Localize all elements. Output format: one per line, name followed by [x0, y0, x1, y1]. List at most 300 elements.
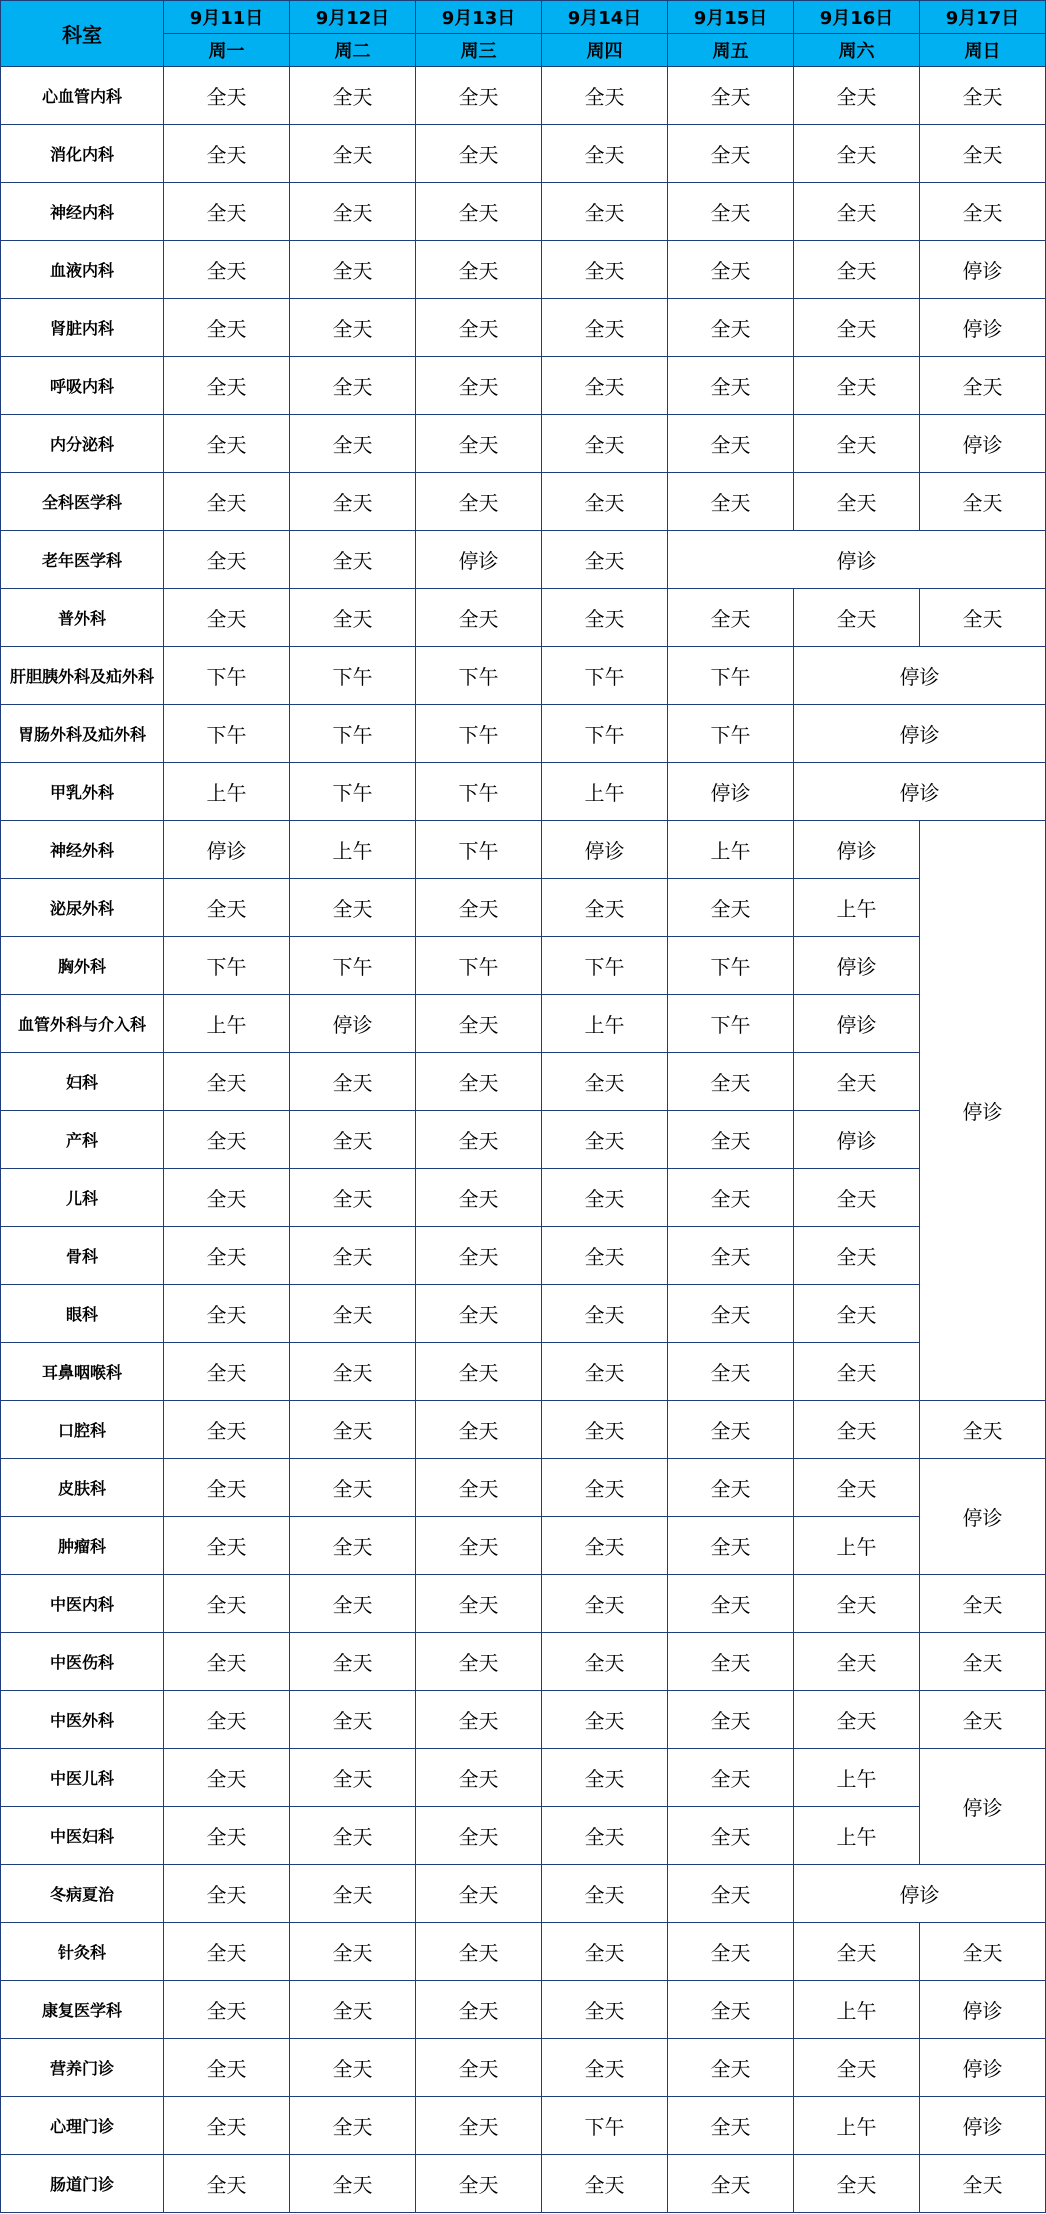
schedule-cell: 全天	[290, 1285, 416, 1343]
schedule-cell: 全天	[164, 473, 290, 531]
schedule-cell: 全天	[920, 1401, 1046, 1459]
schedule-cell: 停诊	[920, 2097, 1046, 2155]
schedule-cell: 全天	[668, 1575, 794, 1633]
schedule-cell: 全天	[164, 1517, 290, 1575]
schedule-cell: 全天	[542, 125, 668, 183]
schedule-cell: 全天	[668, 1691, 794, 1749]
date-header: 9月14日	[542, 1, 668, 34]
schedule-cell: 全天	[164, 183, 290, 241]
schedule-cell: 全天	[164, 1633, 290, 1691]
schedule-row	[1, 2039, 1046, 2097]
schedule-cell: 全天	[668, 1285, 794, 1343]
schedule-cell: 下午	[416, 705, 542, 763]
schedule-cell: 全天	[542, 67, 668, 125]
schedule-cell: 全天	[164, 1111, 290, 1169]
schedule-cell: 上午	[542, 763, 668, 821]
schedule-cell: 全天	[668, 183, 794, 241]
schedule-cell: 停诊	[794, 1111, 920, 1169]
schedule-cell: 全天	[290, 1227, 416, 1285]
schedule-row	[1, 1691, 1046, 1749]
schedule-cell: 全天	[920, 2155, 1046, 2213]
date-header: 9月12日	[290, 1, 416, 34]
schedule-row	[1, 647, 1046, 705]
schedule-cell: 全天	[542, 1749, 668, 1807]
schedule-cell: 全天	[794, 1691, 920, 1749]
dept-name: 口腔科	[1, 1401, 164, 1459]
dept-name: 神经内科	[1, 183, 164, 241]
schedule-cell: 全天	[668, 1517, 794, 1575]
schedule-cell: 全天	[164, 879, 290, 937]
schedule-cell: 全天	[164, 1691, 290, 1749]
dept-name: 中医儿科	[1, 1749, 164, 1807]
schedule-cell: 全天	[794, 183, 920, 241]
schedule-cell: 全天	[290, 357, 416, 415]
schedule-cell: 全天	[794, 1343, 920, 1401]
schedule-cell: 全天	[542, 1865, 668, 1923]
schedule-cell: 全天	[416, 2097, 542, 2155]
schedule-cell-merged: 停诊	[794, 1865, 1046, 1923]
schedule-row	[1, 1807, 1046, 1865]
schedule-cell: 上午	[668, 821, 794, 879]
schedule-cell: 停诊	[794, 821, 920, 879]
schedule-cell: 全天	[164, 1053, 290, 1111]
dept-name: 针灸科	[1, 1923, 164, 1981]
schedule-row	[1, 1053, 1046, 1111]
schedule-cell: 全天	[290, 241, 416, 299]
dept-name: 中医内科	[1, 1575, 164, 1633]
schedule-cell: 停诊	[920, 299, 1046, 357]
schedule-cell: 全天	[794, 125, 920, 183]
schedule-row	[1, 415, 1046, 473]
schedule-cell: 全天	[668, 125, 794, 183]
schedule-cell-merged: 停诊	[794, 763, 1046, 821]
schedule-cell: 全天	[668, 67, 794, 125]
schedule-cell: 停诊	[794, 995, 920, 1053]
schedule-cell: 全天	[542, 1923, 668, 1981]
schedule-cell: 全天	[542, 1633, 668, 1691]
schedule-cell: 全天	[668, 241, 794, 299]
date-header: 9月15日	[668, 1, 794, 34]
schedule-cell: 下午	[668, 705, 794, 763]
schedule-cell: 全天	[794, 1053, 920, 1111]
schedule-row	[1, 1981, 1046, 2039]
schedule-cell: 全天	[668, 589, 794, 647]
schedule-cell: 全天	[290, 1111, 416, 1169]
schedule-cell: 全天	[542, 473, 668, 531]
schedule-cell: 全天	[290, 1865, 416, 1923]
schedule-cell: 上午	[794, 1981, 920, 2039]
schedule-cell: 全天	[164, 1169, 290, 1227]
schedule-cell: 全天	[416, 125, 542, 183]
schedule-cell: 全天	[290, 67, 416, 125]
schedule-cell: 全天	[290, 1169, 416, 1227]
schedule-cell: 全天	[290, 2097, 416, 2155]
schedule-cell: 全天	[164, 299, 290, 357]
schedule-cell: 上午	[542, 995, 668, 1053]
schedule-cell: 下午	[290, 763, 416, 821]
schedule-cell: 全天	[794, 1923, 920, 1981]
schedule-cell: 全天	[416, 241, 542, 299]
date-header-row	[1, 1, 1046, 34]
schedule-cell: 全天	[794, 1633, 920, 1691]
schedule-cell: 全天	[416, 1749, 542, 1807]
schedule-cell-merged: 停诊	[920, 1459, 1046, 1575]
schedule-cell: 全天	[164, 1343, 290, 1401]
weekday-header: 周二	[290, 34, 416, 67]
schedule-cell: 全天	[668, 473, 794, 531]
dept-name: 耳鼻咽喉科	[1, 1343, 164, 1401]
schedule-cell: 全天	[794, 2155, 920, 2213]
schedule-cell: 全天	[164, 2039, 290, 2097]
schedule-cell: 全天	[290, 2039, 416, 2097]
schedule-cell: 全天	[290, 1923, 416, 1981]
schedule-row	[1, 1227, 1046, 1285]
schedule-cell: 全天	[794, 1401, 920, 1459]
schedule-cell: 全天	[668, 879, 794, 937]
schedule-cell: 全天	[542, 1053, 668, 1111]
schedule-cell: 全天	[416, 1517, 542, 1575]
schedule-cell: 全天	[164, 1401, 290, 1459]
schedule-cell: 下午	[542, 937, 668, 995]
dept-name: 妇科	[1, 1053, 164, 1111]
weekday-header: 周四	[542, 34, 668, 67]
schedule-cell: 全天	[668, 1865, 794, 1923]
dept-name: 眼科	[1, 1285, 164, 1343]
schedule-cell: 全天	[542, 1981, 668, 2039]
dept-name: 肝胆胰外科及疝外科	[1, 647, 164, 705]
schedule-cell: 全天	[920, 357, 1046, 415]
schedule-cell: 全天	[164, 2097, 290, 2155]
dept-name: 消化内科	[1, 125, 164, 183]
dept-name: 呼吸内科	[1, 357, 164, 415]
schedule-cell: 下午	[164, 647, 290, 705]
schedule-cell: 全天	[668, 1401, 794, 1459]
schedule-cell-merged: 停诊	[794, 705, 1046, 763]
schedule-cell: 下午	[290, 647, 416, 705]
schedule-cell: 全天	[542, 1575, 668, 1633]
schedule-cell: 全天	[416, 1807, 542, 1865]
schedule-cell: 全天	[416, 357, 542, 415]
schedule-cell: 全天	[164, 1749, 290, 1807]
schedule-cell: 上午	[794, 1749, 920, 1807]
schedule-row	[1, 879, 1046, 937]
schedule-row	[1, 357, 1046, 415]
schedule-cell: 下午	[164, 937, 290, 995]
schedule-cell: 全天	[416, 1227, 542, 1285]
dept-name: 产科	[1, 1111, 164, 1169]
dept-name: 营养门诊	[1, 2039, 164, 2097]
schedule-cell: 全天	[668, 1923, 794, 1981]
schedule-cell: 全天	[794, 1459, 920, 1517]
schedule-cell: 全天	[290, 1575, 416, 1633]
schedule-cell: 全天	[416, 415, 542, 473]
schedule-cell: 全天	[416, 1691, 542, 1749]
schedule-cell: 全天	[416, 1459, 542, 1517]
schedule-cell: 下午	[668, 937, 794, 995]
schedule-cell: 全天	[668, 1343, 794, 1401]
schedule-cell: 全天	[542, 879, 668, 937]
schedule-cell: 全天	[164, 357, 290, 415]
schedule-row	[1, 1343, 1046, 1401]
schedule-cell: 全天	[668, 1053, 794, 1111]
schedule-cell: 下午	[542, 705, 668, 763]
dept-name: 中医外科	[1, 1691, 164, 1749]
schedule-row	[1, 1401, 1046, 1459]
schedule-cell: 全天	[794, 357, 920, 415]
dept-name: 血管外科与介入科	[1, 995, 164, 1053]
schedule-cell: 全天	[416, 1981, 542, 2039]
schedule-cell: 全天	[290, 1807, 416, 1865]
schedule-cell: 全天	[164, 531, 290, 589]
schedule-cell: 全天	[794, 67, 920, 125]
dept-name: 老年医学科	[1, 531, 164, 589]
schedule-cell: 全天	[668, 1633, 794, 1691]
dept-column-header: 科室	[1, 1, 164, 67]
schedule-cell: 全天	[164, 1981, 290, 2039]
schedule-row	[1, 705, 1046, 763]
date-header: 9月16日	[794, 1, 920, 34]
schedule-cell: 全天	[668, 1227, 794, 1285]
schedule-cell: 全天	[416, 299, 542, 357]
schedule-cell: 全天	[164, 67, 290, 125]
schedule-cell: 全天	[416, 879, 542, 937]
schedule-row	[1, 1749, 1046, 1807]
dept-name: 皮肤科	[1, 1459, 164, 1517]
schedule-cell: 全天	[794, 1169, 920, 1227]
schedule-cell-merged: 停诊	[920, 821, 1046, 1401]
schedule-cell: 全天	[416, 589, 542, 647]
schedule-cell: 全天	[542, 2155, 668, 2213]
schedule-cell: 全天	[164, 415, 290, 473]
date-header: 9月17日	[920, 1, 1046, 34]
schedule-cell: 全天	[416, 1111, 542, 1169]
schedule-cell: 全天	[164, 1459, 290, 1517]
schedule-row	[1, 531, 1046, 589]
schedule-cell: 下午	[668, 995, 794, 1053]
schedule-cell: 全天	[164, 1865, 290, 1923]
schedule-cell: 上午	[290, 821, 416, 879]
schedule-cell: 全天	[290, 589, 416, 647]
schedule-cell: 全天	[794, 299, 920, 357]
schedule-row	[1, 937, 1046, 995]
weekday-header: 周五	[668, 34, 794, 67]
schedule-cell: 全天	[794, 1575, 920, 1633]
schedule-row	[1, 241, 1046, 299]
schedule-cell: 全天	[290, 531, 416, 589]
schedule-cell: 停诊	[920, 1981, 1046, 2039]
schedule-cell: 全天	[542, 1807, 668, 1865]
schedule-cell: 全天	[794, 1227, 920, 1285]
schedule-cell: 全天	[416, 67, 542, 125]
schedule-cell: 全天	[542, 1401, 668, 1459]
dept-name: 肾脏内科	[1, 299, 164, 357]
schedule-cell: 全天	[290, 473, 416, 531]
schedule-cell: 下午	[290, 705, 416, 763]
schedule-cell: 全天	[290, 415, 416, 473]
schedule-row	[1, 183, 1046, 241]
schedule-cell: 全天	[542, 183, 668, 241]
schedule-cell: 全天	[542, 1691, 668, 1749]
schedule-cell: 停诊	[290, 995, 416, 1053]
dept-name: 胸外科	[1, 937, 164, 995]
schedule-cell: 停诊	[920, 2039, 1046, 2097]
schedule-cell-merged: 停诊	[920, 1749, 1046, 1865]
schedule-cell: 停诊	[164, 821, 290, 879]
schedule-row	[1, 1633, 1046, 1691]
schedule-cell: 全天	[920, 67, 1046, 125]
schedule-cell: 全天	[416, 183, 542, 241]
dept-name: 中医妇科	[1, 1807, 164, 1865]
schedule-cell: 下午	[416, 763, 542, 821]
dept-name: 泌尿外科	[1, 879, 164, 937]
schedule-row	[1, 1285, 1046, 1343]
schedule-cell: 全天	[668, 299, 794, 357]
schedule-row	[1, 1459, 1046, 1517]
schedule-row	[1, 1575, 1046, 1633]
schedule-cell: 全天	[542, 1227, 668, 1285]
schedule-cell: 全天	[290, 2155, 416, 2213]
schedule-cell: 全天	[542, 1459, 668, 1517]
schedule-cell: 全天	[164, 1923, 290, 1981]
schedule-cell: 全天	[290, 183, 416, 241]
schedule-row	[1, 2155, 1046, 2213]
schedule-cell: 下午	[668, 647, 794, 705]
weekday-header: 周一	[164, 34, 290, 67]
schedule-cell: 下午	[416, 821, 542, 879]
schedule-cell: 全天	[920, 473, 1046, 531]
schedule-cell: 全天	[416, 995, 542, 1053]
schedule-cell: 全天	[164, 589, 290, 647]
dept-name: 甲乳外科	[1, 763, 164, 821]
schedule-cell: 全天	[794, 473, 920, 531]
schedule-cell: 停诊	[920, 241, 1046, 299]
schedule-cell: 全天	[542, 357, 668, 415]
schedule-row	[1, 1169, 1046, 1227]
schedule-row	[1, 125, 1046, 183]
schedule-cell: 全天	[542, 589, 668, 647]
schedule-cell: 全天	[668, 1111, 794, 1169]
date-header: 9月11日	[164, 1, 290, 34]
schedule-cell: 全天	[416, 1053, 542, 1111]
weekday-header: 周日	[920, 34, 1046, 67]
schedule-cell: 上午	[794, 1517, 920, 1575]
schedule-cell: 全天	[542, 1111, 668, 1169]
schedule-cell: 全天	[920, 183, 1046, 241]
schedule-cell: 全天	[164, 1227, 290, 1285]
dept-name: 肠道门诊	[1, 2155, 164, 2213]
schedule-cell: 全天	[668, 357, 794, 415]
schedule-cell: 全天	[668, 415, 794, 473]
schedule-cell: 下午	[416, 937, 542, 995]
schedule-cell: 全天	[416, 1865, 542, 1923]
schedule-cell: 全天	[290, 1981, 416, 2039]
schedule-cell: 全天	[290, 1749, 416, 1807]
schedule-cell: 下午	[416, 647, 542, 705]
schedule-cell: 全天	[290, 125, 416, 183]
schedule-cell: 全天	[290, 879, 416, 937]
schedule-cell: 全天	[416, 2155, 542, 2213]
schedule-cell: 全天	[164, 2155, 290, 2213]
schedule-cell: 停诊	[794, 937, 920, 995]
dept-name: 神经外科	[1, 821, 164, 879]
dept-name: 康复医学科	[1, 1981, 164, 2039]
schedule-row	[1, 995, 1046, 1053]
schedule-cell: 全天	[668, 1749, 794, 1807]
dept-name: 儿科	[1, 1169, 164, 1227]
schedule-cell: 全天	[542, 1285, 668, 1343]
schedule-cell: 全天	[416, 473, 542, 531]
schedule-row	[1, 1111, 1046, 1169]
schedule-row	[1, 589, 1046, 647]
schedule-cell: 全天	[920, 1923, 1046, 1981]
schedule-cell: 全天	[290, 1401, 416, 1459]
schedule-cell: 全天	[920, 125, 1046, 183]
schedule-cell: 全天	[542, 299, 668, 357]
schedule-cell: 全天	[416, 1401, 542, 1459]
dept-name: 心理门诊	[1, 2097, 164, 2155]
schedule-cell: 全天	[668, 2097, 794, 2155]
schedule-cell: 全天	[668, 1459, 794, 1517]
schedule-row	[1, 763, 1046, 821]
dept-name: 冬病夏治	[1, 1865, 164, 1923]
dept-name: 中医伤科	[1, 1633, 164, 1691]
date-header: 9月13日	[416, 1, 542, 34]
schedule-cell: 全天	[416, 1633, 542, 1691]
schedule-cell: 停诊	[542, 821, 668, 879]
schedule-row	[1, 67, 1046, 125]
dept-name: 全科医学科	[1, 473, 164, 531]
schedule-cell: 全天	[416, 1923, 542, 1981]
schedule-cell: 下午	[542, 2097, 668, 2155]
schedule-cell: 全天	[542, 1169, 668, 1227]
schedule-cell: 全天	[290, 1053, 416, 1111]
schedule-cell: 全天	[542, 2039, 668, 2097]
schedule-row	[1, 299, 1046, 357]
schedule-cell: 下午	[164, 705, 290, 763]
schedule-cell: 全天	[416, 1343, 542, 1401]
dept-name: 肿瘤科	[1, 1517, 164, 1575]
schedule-cell-merged: 停诊	[794, 647, 1046, 705]
schedule-cell: 全天	[668, 1807, 794, 1865]
weekday-header: 周六	[794, 34, 920, 67]
schedule-cell: 全天	[542, 1343, 668, 1401]
schedule-cell: 全天	[794, 2039, 920, 2097]
schedule-cell: 下午	[542, 647, 668, 705]
dept-name: 心血管内科	[1, 67, 164, 125]
schedule-cell: 全天	[416, 1285, 542, 1343]
schedule-row	[1, 1923, 1046, 1981]
schedule-cell: 全天	[542, 241, 668, 299]
schedule-cell: 全天	[668, 2039, 794, 2097]
schedule-cell: 上午	[164, 763, 290, 821]
schedule-cell: 全天	[794, 415, 920, 473]
schedule-row	[1, 473, 1046, 531]
schedule-cell: 全天	[290, 1691, 416, 1749]
dept-name: 胃肠外科及疝外科	[1, 705, 164, 763]
schedule-cell: 上午	[794, 2097, 920, 2155]
schedule-cell: 停诊	[416, 531, 542, 589]
schedule-cell: 停诊	[920, 415, 1046, 473]
schedule-cell: 全天	[542, 415, 668, 473]
schedule-cell: 全天	[416, 1169, 542, 1227]
schedule-cell: 全天	[290, 1517, 416, 1575]
schedule-cell: 全天	[416, 1575, 542, 1633]
schedule-cell: 下午	[290, 937, 416, 995]
schedule-cell: 全天	[290, 1633, 416, 1691]
dept-name: 骨科	[1, 1227, 164, 1285]
schedule-cell: 全天	[920, 1633, 1046, 1691]
schedule-cell: 全天	[794, 241, 920, 299]
